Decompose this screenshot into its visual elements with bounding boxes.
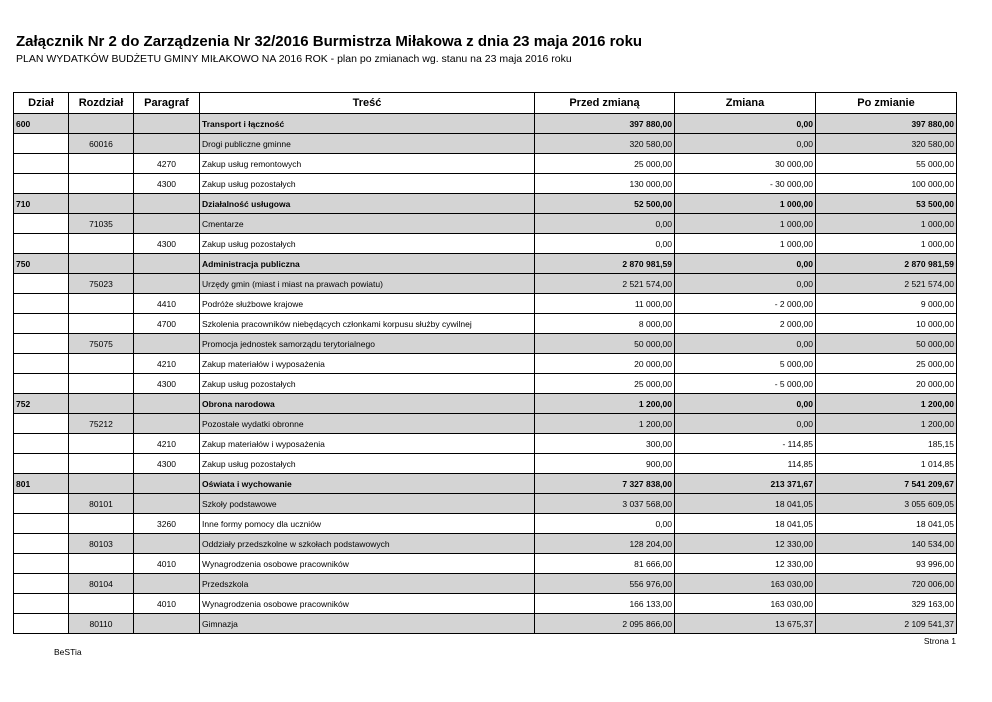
cell-przed-zmiana: 3 037 568,00 [535,494,675,514]
cell-zmiana: 0,00 [675,414,816,434]
table-row [14,574,957,594]
cell-zmiana: 30 000,00 [675,154,816,174]
table-row [14,254,957,274]
cell-przed-zmiana: 11 000,00 [535,294,675,314]
cell-po-zmianie: 1 200,00 [816,394,957,414]
col-header-zmiana: Zmiana [675,93,816,114]
col-header-przed-zmiana: Przed zmianą [535,93,675,114]
cell-rozdzial: 80104 [69,574,134,594]
cell-po-zmianie: 25 000,00 [816,354,957,374]
cell-zmiana: 163 030,00 [675,574,816,594]
cell-tresc: Podróże służbowe krajowe [200,294,535,314]
cell-dzial [14,554,69,574]
table-row [14,194,957,214]
table-body [14,114,957,634]
cell-rozdzial [69,454,134,474]
cell-przed-zmiana: 556 976,00 [535,574,675,594]
cell-zmiana: 13 675,37 [675,614,816,634]
cell-zmiana: 0,00 [675,334,816,354]
cell-tresc: Szkoły podstawowe [200,494,535,514]
cell-dzial [14,434,69,454]
cell-przed-zmiana: 2 870 981,59 [535,254,675,274]
cell-dzial [14,374,69,394]
table-row [14,514,957,534]
table-row [14,354,957,374]
cell-tresc: Gimnazja [200,614,535,634]
cell-rozdzial [69,114,134,134]
cell-przed-zmiana: 130 000,00 [535,174,675,194]
cell-dzial [14,234,69,254]
cell-paragraf [134,274,200,294]
cell-paragraf: 4210 [134,434,200,454]
cell-po-zmianie: 397 880,00 [816,114,957,134]
cell-rozdzial [69,374,134,394]
cell-rozdzial: 60016 [69,134,134,154]
cell-po-zmianie: 55 000,00 [816,154,957,174]
cell-przed-zmiana: 1 200,00 [535,394,675,414]
table-header-row [14,93,957,114]
cell-paragraf: 4010 [134,554,200,574]
cell-zmiana: 0,00 [675,114,816,134]
cell-dzial [14,594,69,614]
cell-paragraf [134,334,200,354]
cell-zmiana: 1 000,00 [675,234,816,254]
cell-tresc: Pozostałe wydatki obronne [200,414,535,434]
cell-przed-zmiana: 7 327 838,00 [535,474,675,494]
cell-zmiana: - 114,85 [675,434,816,454]
cell-po-zmianie: 720 006,00 [816,574,957,594]
col-header-dzial: Dział [14,93,69,114]
cell-dzial [14,214,69,234]
cell-paragraf [134,114,200,134]
col-header-tresc: Treść [200,93,535,114]
cell-paragraf [134,474,200,494]
table-row [14,274,957,294]
cell-tresc: Zakup usług pozostałych [200,174,535,194]
cell-zmiana: 0,00 [675,134,816,154]
table-row [14,214,957,234]
table-row [14,614,957,634]
table-row [14,494,957,514]
cell-rozdzial [69,354,134,374]
cell-po-zmianie: 2 109 541,37 [816,614,957,634]
cell-przed-zmiana: 2 521 574,00 [535,274,675,294]
cell-dzial: 600 [14,114,69,134]
cell-przed-zmiana: 0,00 [535,214,675,234]
cell-tresc: Zakup usług remontowych [200,154,535,174]
cell-po-zmianie: 1 000,00 [816,214,957,234]
cell-po-zmianie: 50 000,00 [816,334,957,354]
cell-rozdzial [69,254,134,274]
cell-po-zmianie: 9 000,00 [816,294,957,314]
cell-rozdzial [69,314,134,334]
cell-po-zmianie: 320 580,00 [816,134,957,154]
cell-dzial: 710 [14,194,69,214]
cell-po-zmianie: 1 000,00 [816,234,957,254]
cell-paragraf: 4300 [134,374,200,394]
cell-dzial [14,134,69,154]
cell-tresc: Zakup materiałów i wyposażenia [200,354,535,374]
cell-rozdzial [69,474,134,494]
table-row [14,114,957,134]
cell-paragraf: 4010 [134,594,200,614]
cell-zmiana: 0,00 [675,274,816,294]
table-row [14,314,957,334]
cell-po-zmianie: 7 541 209,67 [816,474,957,494]
cell-dzial [14,154,69,174]
table-row [14,174,957,194]
cell-po-zmianie: 100 000,00 [816,174,957,194]
cell-tresc: Inne formy pomocy dla uczniów [200,514,535,534]
cell-przed-zmiana: 50 000,00 [535,334,675,354]
cell-rozdzial: 75023 [69,274,134,294]
cell-przed-zmiana: 320 580,00 [535,134,675,154]
cell-dzial [14,314,69,334]
cell-rozdzial [69,434,134,454]
cell-po-zmianie: 1 200,00 [816,414,957,434]
cell-po-zmianie: 53 500,00 [816,194,957,214]
cell-po-zmianie: 10 000,00 [816,314,957,334]
cell-paragraf [134,574,200,594]
cell-paragraf [134,534,200,554]
cell-tresc: Zakup usług pozostałych [200,454,535,474]
cell-rozdzial [69,174,134,194]
cell-dzial [14,294,69,314]
table-row [14,154,957,174]
table-row [14,294,957,314]
cell-tresc: Wynagrodzenia osobowe pracowników [200,594,535,614]
cell-przed-zmiana: 25 000,00 [535,374,675,394]
cell-zmiana: - 30 000,00 [675,174,816,194]
cell-zmiana: 5 000,00 [675,354,816,374]
cell-tresc: Zakup materiałów i wyposażenia [200,434,535,454]
col-header-rozdzial: Rozdział [69,93,134,114]
cell-dzial: 801 [14,474,69,494]
table-row [14,594,957,614]
col-header-paragraf: Paragraf [134,93,200,114]
cell-paragraf [134,394,200,414]
cell-dzial [14,454,69,474]
cell-paragraf: 4270 [134,154,200,174]
cell-po-zmianie: 329 163,00 [816,594,957,614]
cell-zmiana: 213 371,67 [675,474,816,494]
cell-zmiana: 114,85 [675,454,816,474]
table-row [14,414,957,434]
cell-rozdzial: 75212 [69,414,134,434]
cell-dzial [14,534,69,554]
cell-po-zmianie: 93 996,00 [816,554,957,574]
cell-paragraf [134,214,200,234]
cell-rozdzial: 80101 [69,494,134,514]
cell-paragraf: 4300 [134,234,200,254]
cell-tresc: Obrona narodowa [200,394,535,414]
cell-paragraf: 4410 [134,294,200,314]
cell-przed-zmiana: 128 204,00 [535,534,675,554]
cell-rozdzial [69,154,134,174]
cell-dzial [14,354,69,374]
cell-przed-zmiana: 900,00 [535,454,675,474]
cell-rozdzial [69,234,134,254]
cell-paragraf [134,254,200,274]
cell-po-zmianie: 140 534,00 [816,534,957,554]
cell-paragraf: 4210 [134,354,200,374]
cell-po-zmianie: 20 000,00 [816,374,957,394]
cell-po-zmianie: 185,15 [816,434,957,454]
cell-tresc: Transport i łączność [200,114,535,134]
cell-tresc: Cmentarze [200,214,535,234]
cell-rozdzial [69,194,134,214]
cell-rozdzial: 75075 [69,334,134,354]
table-row [14,474,957,494]
cell-dzial [14,334,69,354]
cell-paragraf [134,134,200,154]
cell-tresc: Administracja publiczna [200,254,535,274]
cell-paragraf [134,494,200,514]
cell-przed-zmiana: 81 666,00 [535,554,675,574]
table-row [14,534,957,554]
cell-tresc: Szkolenia pracowników niebędących członkami korpusu służby cywilnej [200,314,535,334]
cell-dzial: 752 [14,394,69,414]
cell-przed-zmiana: 0,00 [535,234,675,254]
cell-dzial [14,414,69,434]
table-row [14,134,957,154]
cell-zmiana: 12 330,00 [675,534,816,554]
table-row [14,394,957,414]
cell-tresc: Drogi publiczne gminne [200,134,535,154]
cell-zmiana: - 2 000,00 [675,294,816,314]
cell-paragraf: 4300 [134,454,200,474]
cell-dzial [14,274,69,294]
cell-paragraf [134,614,200,634]
cell-przed-zmiana: 25 000,00 [535,154,675,174]
cell-zmiana: 0,00 [675,254,816,274]
cell-zmiana: 2 000,00 [675,314,816,334]
cell-tresc: Promocja jednostek samorządu terytorialnego [200,334,535,354]
page-number: Strona 1 [923,636,956,646]
cell-przed-zmiana: 8 000,00 [535,314,675,334]
cell-przed-zmiana: 20 000,00 [535,354,675,374]
cell-przed-zmiana: 166 133,00 [535,594,675,614]
cell-tresc: Zakup usług pozostałych [200,374,535,394]
cell-paragraf [134,194,200,214]
cell-po-zmianie: 2 870 981,59 [816,254,957,274]
cell-rozdzial [69,514,134,534]
cell-zmiana: 1 000,00 [675,194,816,214]
cell-zmiana: - 5 000,00 [675,374,816,394]
cell-przed-zmiana: 397 880,00 [535,114,675,134]
cell-rozdzial: 80110 [69,614,134,634]
table-row [14,454,957,474]
cell-paragraf: 4700 [134,314,200,334]
cell-tresc: Oświata i wychowanie [200,474,535,494]
table-row [14,374,957,394]
cell-rozdzial [69,294,134,314]
cell-przed-zmiana: 300,00 [535,434,675,454]
cell-po-zmianie: 18 041,05 [816,514,957,534]
cell-rozdzial [69,554,134,574]
cell-po-zmianie: 3 055 609,05 [816,494,957,514]
col-header-po-zmianie: Po zmianie [816,93,957,114]
cell-paragraf: 3260 [134,514,200,534]
table-row [14,434,957,454]
cell-zmiana: 1 000,00 [675,214,816,234]
cell-rozdzial [69,394,134,414]
table-row [14,554,957,574]
table-row [14,234,957,254]
cell-rozdzial: 71035 [69,214,134,234]
cell-tresc: Działalność usługowa [200,194,535,214]
cell-rozdzial: 80103 [69,534,134,554]
budget-table [13,92,957,634]
cell-dzial [14,574,69,594]
cell-rozdzial [69,594,134,614]
cell-tresc: Urzędy gmin (miast i miast na prawach powiatu) [200,274,535,294]
cell-zmiana: 12 330,00 [675,554,816,574]
cell-dzial [14,514,69,534]
cell-po-zmianie: 2 521 574,00 [816,274,957,294]
cell-dzial: 750 [14,254,69,274]
document-subtitle: PLAN WYDATKÓW BUDŻETU GMINY MIŁAKOWO NA 2016 ROK - plan po zmianach wg. stanu na 23 maja 2016 roku [16,53,572,65]
cell-dzial [14,494,69,514]
cell-tresc: Wynagrodzenia osobowe pracowników [200,554,535,574]
document-title: Załącznik Nr 2 do Zarządzenia Nr 32/2016 Burmistrza Miłakowa z dnia 23 maja 2016 roku [16,33,643,50]
cell-po-zmianie: 1 014,85 [816,454,957,474]
cell-zmiana: 163 030,00 [675,594,816,614]
cell-przed-zmiana: 52 500,00 [535,194,675,214]
software-brand: BeSTia [54,647,82,657]
cell-przed-zmiana: 2 095 866,00 [535,614,675,634]
cell-paragraf: 4300 [134,174,200,194]
cell-zmiana: 18 041,05 [675,494,816,514]
cell-tresc: Oddziały przedszkolne w szkołach podstawowych [200,534,535,554]
cell-dzial [14,614,69,634]
table-row [14,334,957,354]
cell-zmiana: 0,00 [675,394,816,414]
cell-zmiana: 18 041,05 [675,514,816,534]
cell-przed-zmiana: 1 200,00 [535,414,675,434]
cell-dzial [14,174,69,194]
cell-tresc: Zakup usług pozostałych [200,234,535,254]
cell-tresc: Przedszkola [200,574,535,594]
cell-przed-zmiana: 0,00 [535,514,675,534]
cell-paragraf [134,414,200,434]
